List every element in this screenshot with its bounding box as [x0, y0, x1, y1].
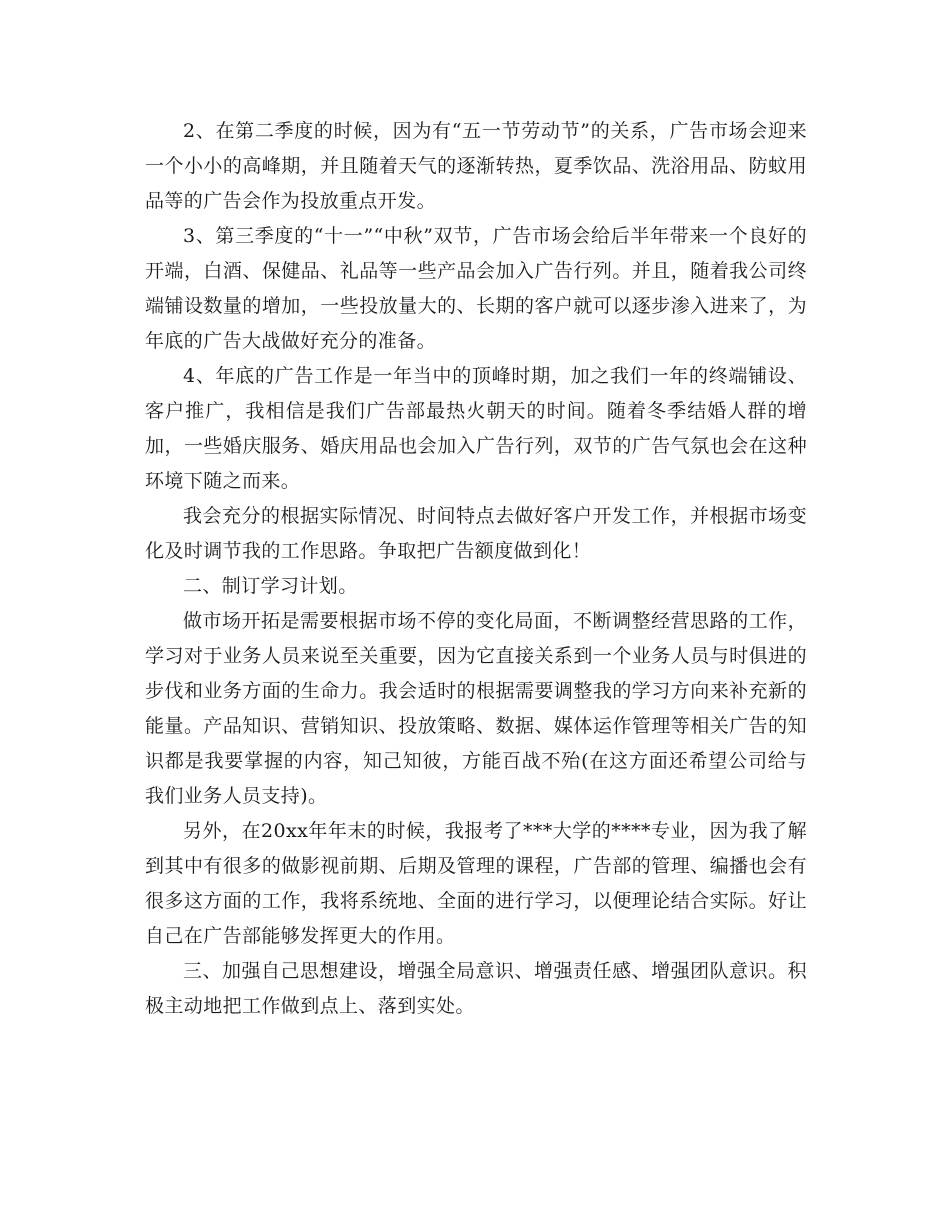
paragraph-client-development: 我会充分的根据实际情况、时间特点去做好客户开发工作，并根据市场变化及时调节我的工作思路。争取把广告额度做到化！ [145, 505, 807, 562]
paragraph-mindset-building: 三、加强自己思想建设，增强全局意识、增强责任感、增强团队意识。积极主动地把工作做到点上、落到实处。 [145, 960, 807, 1017]
document-body [145, 114, 807, 1024]
paragraph-further-education: 另外，在20xx年年末的时候，我报考了***大学的****专业，因为我了解到其中有很多的做影视前期、后期及管理的课程，广告部的管理、编播也会有很多这方面的工作，我将系统地、全面的进行学习，以便理论结合实际。好让自己在广告部能够发挥更大的作用。 [145, 820, 807, 947]
paragraph-study-importance: 做市场开拓是需要根据市场不停的变化局面，不断调整经营思路的工作，学习对于业务人员来说至关重要，因为它直接关系到一个业务人员与时俱进的步伐和业务方面的生命力。我会适时的根据需要调整我的学习方向来补充新的能量。产品知识、营销知识、投放策略、数据、媒体运作管理等相关广告的知识都是我要掌握的内容，知己知彼，方能百战不殆(在这方面还希望公司给与我们业务人员支持)。 [145, 610, 807, 807]
section-heading-study-plan: 二、制订学习计划。 [183, 575, 358, 597]
paragraph-q3-advertising: 3、第三季度的“十一”“中秋”双节，广告市场会给后半年带来一个良好的开端，白酒、保健品、礼品等一些产品会加入广告行列。并且，随着我公司终端铺设数量的增加，一些投放量大的、长期的客户就可以逐步渗入进来了，为年底的广告大战做好充分的准备。 [145, 225, 807, 352]
paragraph-q2-advertising: 2、在第二季度的时候，因为有“五一节劳动节”的关系，广告市场会迎来一个小小的高峰期，并且随着天气的逐渐转热，夏季饮品、洗浴用品、防蚊用品等的广告会作为投放重点开发。 [145, 120, 807, 212]
paragraph-year-end-advertising: 4、年底的广告工作是一年当中的顶峰时期，加之我们一年的终端铺设、客户推广，我相信是我们广告部最热火朝天的时间。随着冬季结婚人群的增加，一些婚庆服务、婚庆用品也会加入广告行列，双节的广告气氛也会在这种环境下随之而来。 [145, 365, 807, 492]
